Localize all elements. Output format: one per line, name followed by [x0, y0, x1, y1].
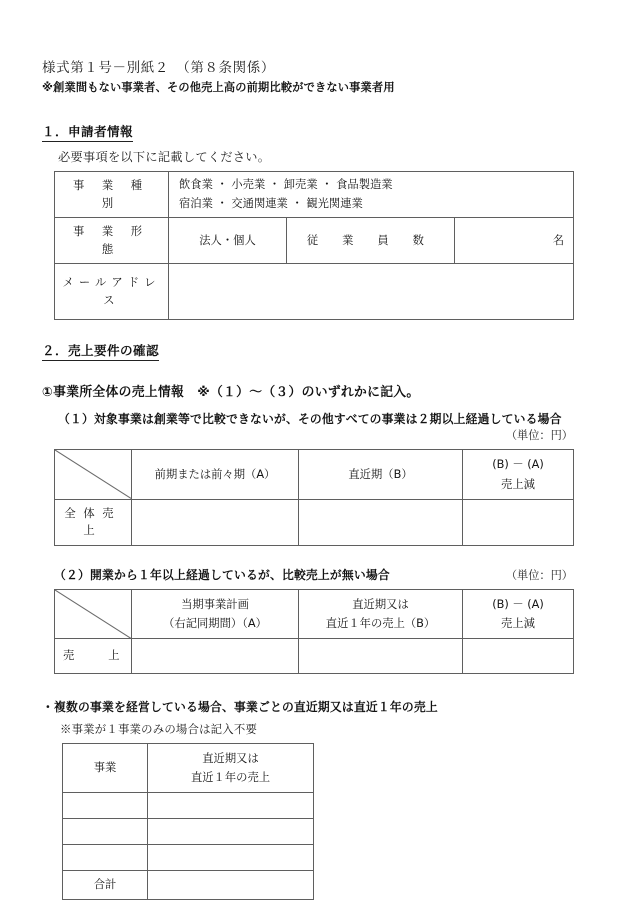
case1-col-c-header [463, 450, 574, 499]
diagonal-line-icon [55, 450, 131, 498]
case1-input-b[interactable] [299, 499, 463, 545]
cell-business-type-label [55, 172, 169, 218]
table-row-total [63, 871, 314, 900]
form-code: 様式第１号－別紙２ （第８条関係） [42, 60, 275, 75]
business-form-label: 事 業 形 態 [72, 225, 150, 256]
case2-col-a-header [132, 589, 299, 638]
case2-input-c[interactable] [463, 639, 574, 674]
case2-col-b-label-line1: 直近期又は [352, 597, 409, 611]
multi-business-row3-label-text [63, 853, 147, 863]
case2-value-b [299, 648, 462, 664]
case2-col-a-label-line1: 当期事業計画 [181, 597, 249, 611]
case1-col-a-header [132, 450, 299, 499]
case2-col-b-header [299, 589, 463, 638]
multi-business-note: ※事業が１事業のみの場合は記入不要 [60, 723, 258, 736]
item1-heading: ①事業所全体の売上情報 ※（１）～（３）のいずれかに記入。 [42, 385, 420, 401]
multi-business-col2-header [148, 743, 314, 792]
case2-row-label-cell [55, 639, 132, 674]
document-body [42, 58, 588, 900]
case2-row-label: 売 上 [63, 649, 120, 663]
case2-input-a[interactable] [132, 639, 299, 674]
case1-heading: （１）対象事業は創業等で比較できないが、その他すべての事業は２期以上経過している場合 [58, 412, 562, 427]
multi-business-row1-label-text [63, 801, 147, 811]
case1-corner-cell [55, 450, 132, 499]
cell-employee-count-input[interactable] [455, 218, 574, 264]
multi-business-row3-value[interactable] [148, 845, 314, 871]
case1-value-b [299, 514, 462, 530]
table-row-email [55, 264, 574, 320]
business-type-options-line1: 飲食業 ・ 小売業 ・ 卸売業 ・ 食品製造業 [179, 178, 393, 192]
multi-business-total-label-text: 合計 [93, 878, 117, 892]
case2-data-row [55, 639, 574, 674]
case2-col-c-header [463, 589, 574, 638]
case1-col-b-label: 直近期（B） [348, 467, 413, 481]
business-type-label: 事 業 種 別 [72, 179, 150, 210]
case2-col-c-label-line2: 売上減 [501, 616, 535, 630]
employee-count-label: 従 業 員 数 [306, 234, 435, 248]
section2-heading-wrap [42, 340, 588, 361]
section1-instruction: 必要事項を以下に記載してください。 [58, 150, 271, 165]
case2-header-row [55, 589, 574, 638]
multi-business-total-value[interactable] [148, 871, 314, 900]
case1-header-row [55, 450, 574, 499]
multi-business-row3-label[interactable] [63, 845, 148, 871]
multi-business-row2-label-text [63, 827, 147, 837]
email-value [169, 275, 573, 309]
multi-business-col2-label-line2: 直近１年の売上 [190, 770, 271, 784]
case2-corner-cell [55, 589, 132, 638]
multi-business-header-row [63, 743, 314, 792]
case1-input-a[interactable] [132, 499, 299, 545]
multi-business-col1-header [63, 743, 148, 792]
case2-unit-label: （単位：円） [505, 569, 573, 582]
business-form-value: 法人・個人 [199, 234, 256, 248]
case2-col-b-label-line2: 直近１年の売上（B） [325, 616, 436, 630]
cell-email-input[interactable] [169, 264, 574, 320]
multi-business-row1-value-text [148, 801, 313, 811]
case1-row-label: 全 体 売 上 [64, 506, 116, 538]
cell-email-label [55, 264, 169, 320]
diagonal-line-icon [55, 590, 131, 638]
cell-business-form-value[interactable] [169, 218, 287, 264]
multi-business-table [62, 743, 314, 900]
cell-business-type-options[interactable] [169, 172, 574, 218]
multi-business-row3-value-text [148, 853, 313, 863]
multi-business-row2-value[interactable] [148, 819, 314, 845]
case2-value-a [132, 648, 298, 664]
table-row [63, 845, 314, 871]
case1-value-c [463, 514, 573, 530]
table-row [63, 819, 314, 845]
multi-business-total-value-text [148, 880, 313, 890]
multi-business-col1-label: 事業 [93, 761, 117, 775]
email-label: メールアドレス [62, 276, 161, 307]
case1-data-row [55, 499, 574, 545]
employee-count-unit: 名 [552, 234, 564, 248]
case1-input-c[interactable] [463, 499, 574, 545]
multi-business-row2-value-text [148, 827, 313, 837]
case2-col-c-label-line1: (B) － (A) [492, 597, 544, 611]
form-note: ※創業間もない事業者、その他売上高の前期比較ができない事業者用 [42, 81, 395, 95]
section1-heading: １．申請者情報 [42, 121, 133, 142]
case2-heading: （２）開業から１年以上経過しているが、比較売上が無い場合 [54, 567, 390, 582]
case2-input-b[interactable] [299, 639, 463, 674]
case1-value-a [132, 514, 298, 530]
multi-business-col2-label-line1: 直近期又は [202, 751, 259, 765]
case2-col-a-label-line2: （右記同期間）（A） [163, 616, 267, 630]
applicant-info-table [54, 171, 574, 320]
case1-row-label-cell [55, 499, 132, 545]
cell-employee-count-label [287, 218, 455, 264]
multi-business-row2-label[interactable] [63, 819, 148, 845]
case1-col-c-label-line2: 売上減 [501, 477, 535, 491]
multi-business-total-label [63, 871, 148, 900]
case1-col-a-label: 前期または前々期（A） [154, 467, 276, 481]
multi-business-row1-value[interactable] [148, 793, 314, 819]
table-row-business-form [55, 218, 574, 264]
case1-sales-table [54, 449, 574, 545]
case1-unit-label: （単位：円） [505, 430, 573, 443]
case2-heading-row [54, 566, 573, 583]
case2-value-c [463, 648, 573, 664]
multi-business-row1-label[interactable] [63, 793, 148, 819]
business-type-options-line2: 宿泊業 ・ 交通関連業 ・ 観光関連業 [179, 196, 363, 210]
table-row-business-type [55, 172, 574, 218]
multi-business-heading: ・複数の事業を経営している場合、事業ごとの直近期又は直近１年の売上 [42, 699, 438, 714]
section2-heading: ２．売上要件の確認 [42, 340, 159, 361]
case1-col-b-header [299, 450, 463, 499]
case1-col-c-label-line1: (B) － (A) [492, 458, 544, 472]
section1-heading-wrap [42, 121, 588, 142]
cell-business-form-label [55, 218, 169, 264]
table-row [63, 793, 314, 819]
case2-sales-table [54, 589, 574, 674]
